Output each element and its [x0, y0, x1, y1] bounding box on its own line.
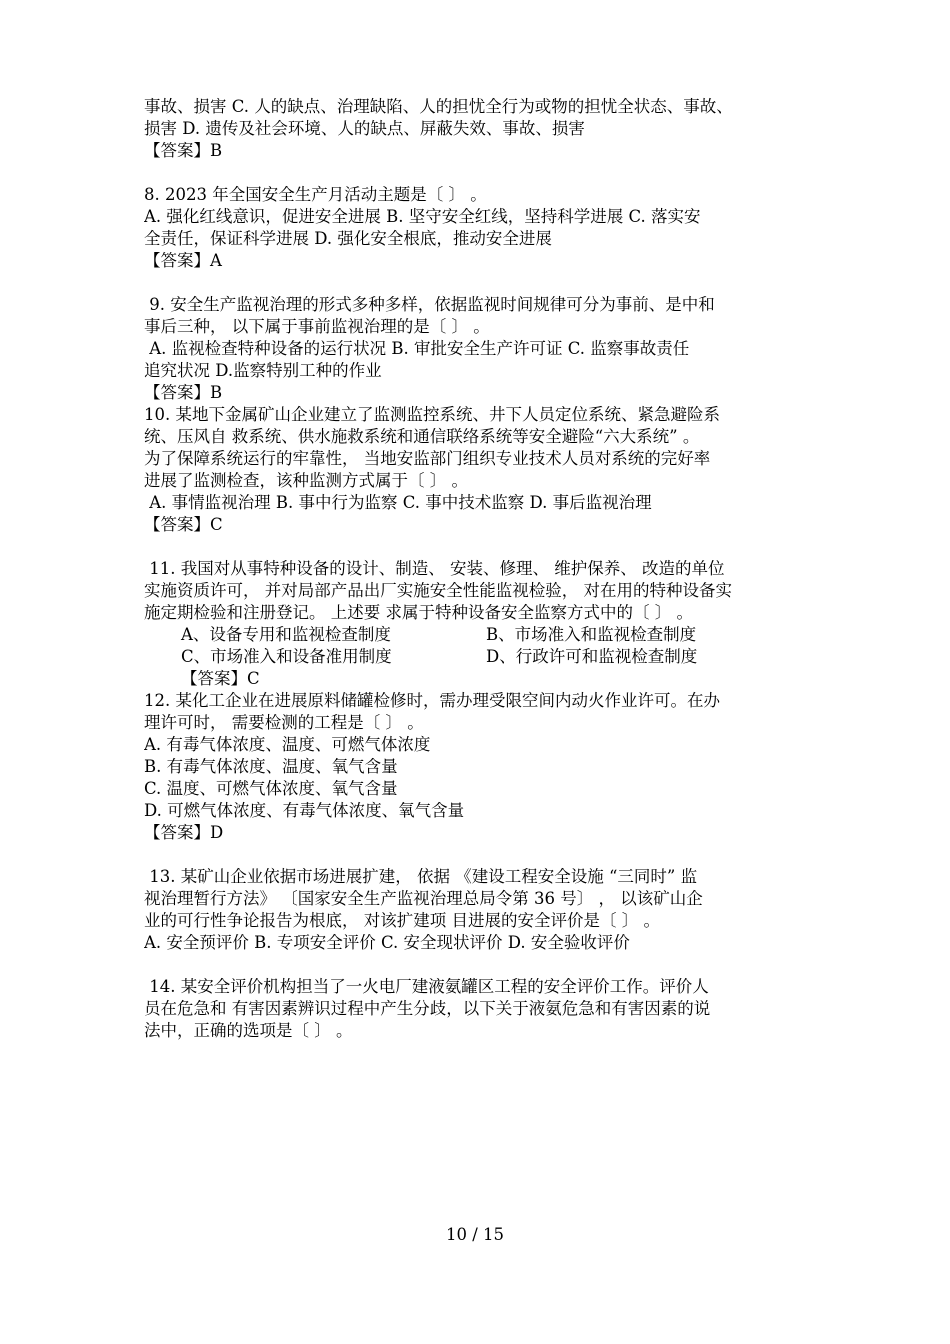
answer-label: 【答案】B	[144, 141, 223, 160]
question-text-line: 视治理暂行方法》 〔国家安全生产监视治理总局令第 36 号〕 ， 以该矿山企	[144, 889, 703, 908]
question-9	[144, 294, 824, 404]
question-options-line: A. 安全预评价 B. 专项安全评价 C. 安全现状评价 D. 安全验收评价	[144, 933, 630, 952]
spacer	[144, 272, 824, 294]
question-12	[144, 690, 824, 844]
question-text-line: 12. 某化工企业在进展原料储罐检修时，需办理受限空间内动火作业许可。在办	[144, 691, 720, 710]
question-text-line: 10. 某地下金属矿山企业建立了监测监控系统、井下人员定位系统、紧急避险系	[144, 405, 720, 424]
option-a: A. 有毒气体浓度、温度、可燃气体浓度	[144, 735, 431, 754]
question-options-line: A. 强化红线意识，促进安全进展 B. 坚守安全红线，坚持科学进展 C. 落实安	[144, 207, 701, 226]
question-10	[144, 404, 824, 536]
spacer	[144, 954, 824, 976]
answer-label: 【答案】C	[144, 515, 223, 534]
question-7	[144, 96, 824, 162]
spacer	[144, 162, 824, 184]
question-text-line: 事后三种， 以下属于事前监视治理的是〔 〕 。	[144, 317, 490, 336]
question-text-line: 9. 安全生产监视治理的形式多种多样，依据监视时间规律可分为事前、是中和	[144, 295, 715, 314]
question-text-line: 实施资质许可， 并对局部产品出厂实施安全性能监视检验， 对在用的特种设备实	[144, 581, 732, 600]
question-text-line: 业的可行性争论报告为根底， 对该扩建项 目进展的安全评价是〔 〕 。	[144, 911, 660, 930]
option-c: C. 温度、可燃气体浓度、氧气含量	[144, 779, 398, 798]
page-number: 10 / 15	[445, 1225, 505, 1244]
question-options-line: 追究状况 D.监察特别工种的作业	[144, 361, 382, 380]
question-options-line: A. 事情监视治理 B. 事中行为监察 C. 事中技术监察 D. 事后监视治理	[144, 493, 652, 512]
option-d: D. 可燃气体浓度、有毒气体浓度、氧气含量	[144, 801, 465, 820]
question-text-line: 进展了监测检查，该种监测方式属于〔 〕 。	[144, 471, 468, 490]
option-d: D、行政许可和监视检查制度	[486, 647, 698, 666]
answer-label: 【答案】A	[144, 251, 222, 270]
spacer	[144, 536, 824, 558]
question-13	[144, 866, 824, 954]
question-14	[144, 976, 824, 1042]
answer-label: 【答案】D	[144, 823, 224, 842]
question-text-line: 13. 某矿山企业依据市场进展扩建， 依据 《建设工程安全设施 “三同时” 监	[144, 867, 698, 886]
question-text-line: 8. 2023 年全国安全生产月活动主题是〔 〕 。	[144, 185, 487, 204]
options-row	[144, 646, 824, 668]
question-text-line: 员在危急和 有害因素辨识过程中产生分歧，以下关于液氨危急和有害因素的说	[144, 999, 711, 1018]
question-text-line: 法中，正确的选项是〔 〕 。	[144, 1021, 353, 1040]
option-a: A、设备专用和监视检查制度	[181, 625, 391, 644]
question-8	[144, 184, 824, 272]
page-content	[144, 96, 824, 1042]
question-text-line: 理许可时， 需要检测的工程是〔 〕 。	[144, 713, 424, 732]
question-text-line: 为了保障系统运行的牢靠性， 当地安监部门组织专业技术人员对系统的完好率	[144, 449, 711, 468]
question-text-line: 损害 D. 遗传及社会环境、人的缺点、屏蔽失效、事故、损害	[144, 119, 585, 138]
option-b: B. 有毒气体浓度、温度、氧气含量	[144, 757, 398, 776]
question-11	[144, 558, 824, 690]
options-row	[144, 624, 824, 646]
question-options-line: 全责任，保证科学进展 D. 强化安全根底，推动安全进展	[144, 229, 552, 248]
answer-label: 【答案】C	[181, 669, 260, 688]
option-b: B、市场准入和监视检查制度	[486, 625, 697, 644]
question-text-line: 施定期检验和注册登记。 上述要 求属于特种设备安全监察方式中的〔 〕 。	[144, 603, 693, 622]
answer-label: 【答案】B	[144, 383, 223, 402]
question-text-line: 11. 我国对从事特种设备的设计、制造、 安装、修理、 维护保养、 改造的单位	[144, 559, 725, 578]
spacer	[144, 844, 824, 866]
question-text-line: 统、压风自 救系统、供水施救系统和通信联络系统等安全避险“六大系统” 。	[144, 427, 700, 446]
option-c: C、市场准入和设备准用制度	[181, 647, 392, 666]
question-text-line: 14. 某安全评价机构担当了一火电厂建液氨罐区工程的安全评价工作。评价人	[144, 977, 709, 996]
question-options-line: A. 监视检查特种设备的运行状况 B. 审批安全生产许可证 C. 监察事故责任	[144, 339, 690, 358]
question-text-line: 事故、损害 C. 人的缺点、治理缺陷、人的担忧全行为或物的担忧全状态、事故、	[144, 97, 733, 116]
